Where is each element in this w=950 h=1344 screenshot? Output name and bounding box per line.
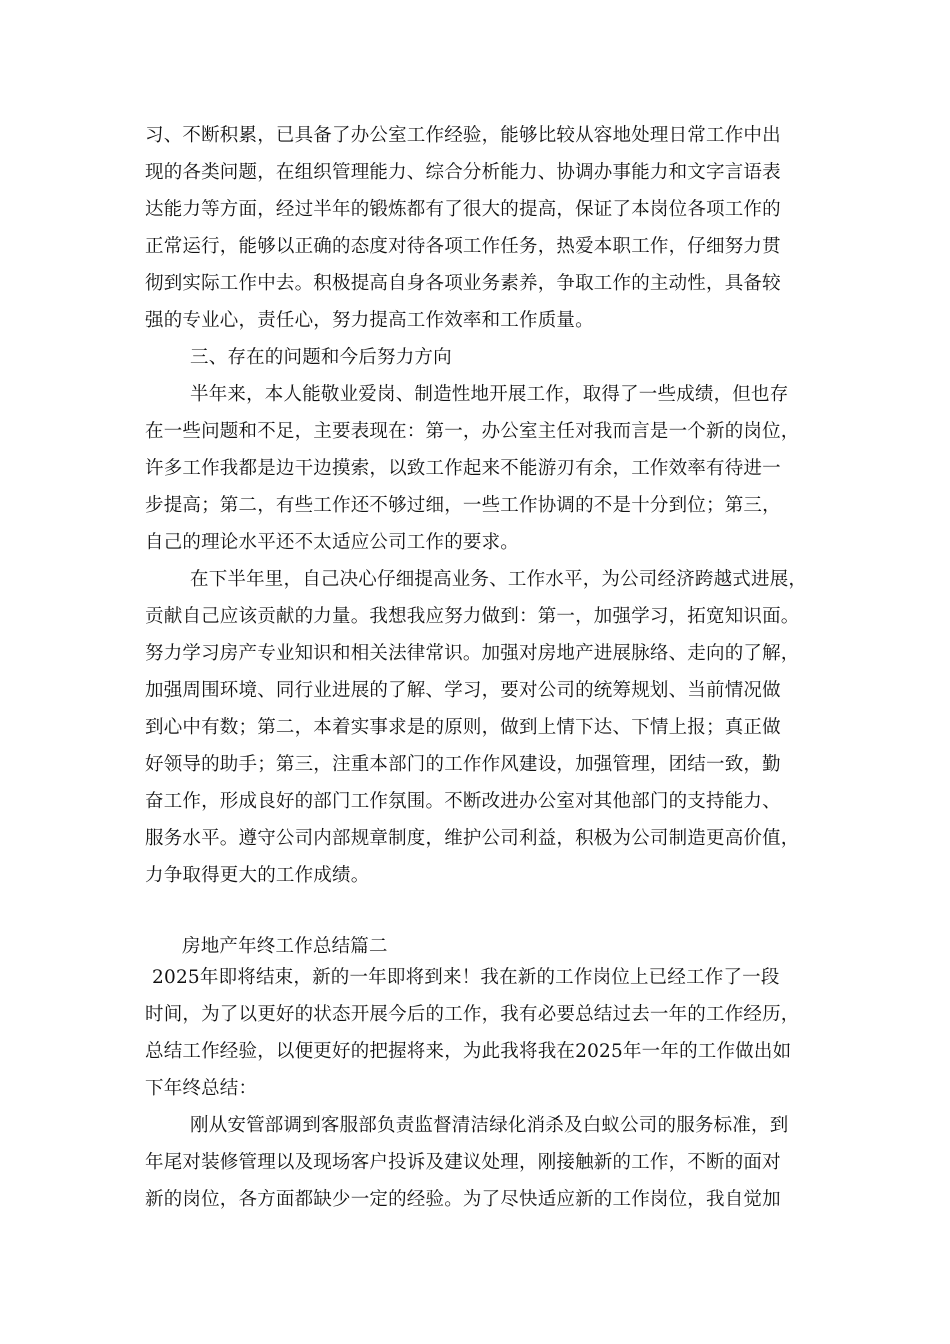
body-text-line: 彻到实际工作中去。积极提高自身各项业务素养，争取工作的主动性，具备较 [145,273,781,294]
body-text-line: 年尾对装修管理以及现场客户投诉及建议处理，刚接触新的工作，不断的面对 [145,1152,781,1173]
body-text-line: 半年来，本人能敬业爱岗、制造性地开展工作，取得了一些成绩，但也存 [190,384,789,405]
body-text-line: 奋工作，形成良好的部门工作氛围。不断改进办公室对其他部门的支持能力、 [145,791,781,812]
body-text-line: 好领导的助手；第三，注重本部门的工作作风建设，加强管理，团结一致，勤 [145,754,781,775]
body-text-line: 2025年即将结束，新的一年即将到来！我在新的工作岗位上已经工作了一段 [152,967,780,988]
body-text-line: 步提高；第二，有些工作还不够过细，一些工作协调的不是十分到位；第三， [145,495,781,516]
body-text-line: 在下半年里，自己决心仔细提高业务、工作水平，为公司经济跨越式进展， [190,569,808,590]
body-text-line: 正常运行，能够以正确的态度对待各项工作任务，热爱本职工作，仔细努力贯 [145,236,781,257]
body-text-line: 时间，为了以更好的状态开展今后的工作，我有必要总结过去一年的工作经历， [145,1004,800,1025]
article-title: 房地产年终工作总结篇二 [182,936,388,957]
body-text-line: 现的各类问题，在组织管理能力、综合分析能力、协调办事能力和文字言语表 [145,162,781,183]
body-text-line: 力争取得更大的工作成绩。 [145,865,370,886]
section-heading: 三、存在的问题和今后努力方向 [190,347,452,368]
body-text-line: 下年终总结： [145,1078,258,1099]
body-text-line: 习、不断积累，已具备了办公室工作经验，能够比较从容地处理日常工作中出 [145,125,781,146]
body-text-line: 刚从安管部调到客服部负责监督清洁绿化消杀及白蚁公司的服务标准，到 [190,1115,789,1136]
body-text-line: 强的专业心，责任心，努力提高工作效率和工作质量。 [145,310,594,331]
body-text-line: 自己的理论水平还不太适应公司工作的要求。 [145,532,520,553]
body-text-line: 许多工作我都是边干边摸索，以致工作起来不能游刃有余，工作效率有待进一 [145,458,781,479]
body-text-line: 达能力等方面，经过半年的锻炼都有了很大的提高，保证了本岗位各项工作的 [145,199,781,220]
body-text-line: 贡献自己应该贡献的力量。我想我应努力做到：第一，加强学习，拓宽知识面。 [145,606,800,627]
body-text-line: 加强周围环境、同行业进展的了解、学习，要对公司的统筹规划、当前情况做 [145,680,781,701]
body-text-line: 新的岗位，各方面都缺少一定的经验。为了尽快适应新的工作岗位，我自觉加 [145,1189,781,1210]
body-text-line: 总结工作经验，以便更好的把握将来，为此我将我在2025年一年的工作做出如 [145,1041,792,1062]
body-text-line: 在一些问题和不足，主要表现在：第一，办公室主任对我而言是一个新的岗位， [145,421,800,442]
body-text-line: 到心中有数；第二，本着实事求是的原则，做到上情下达、下情上报；真正做 [145,717,781,738]
body-text-line: 努力学习房产专业知识和相关法律常识。加强对房地产进展脉络、走向的了解， [145,643,800,664]
body-text-line: 服务水平。遵守公司内部规章制度，维护公司利益，积极为公司制造更高价值， [145,828,800,849]
